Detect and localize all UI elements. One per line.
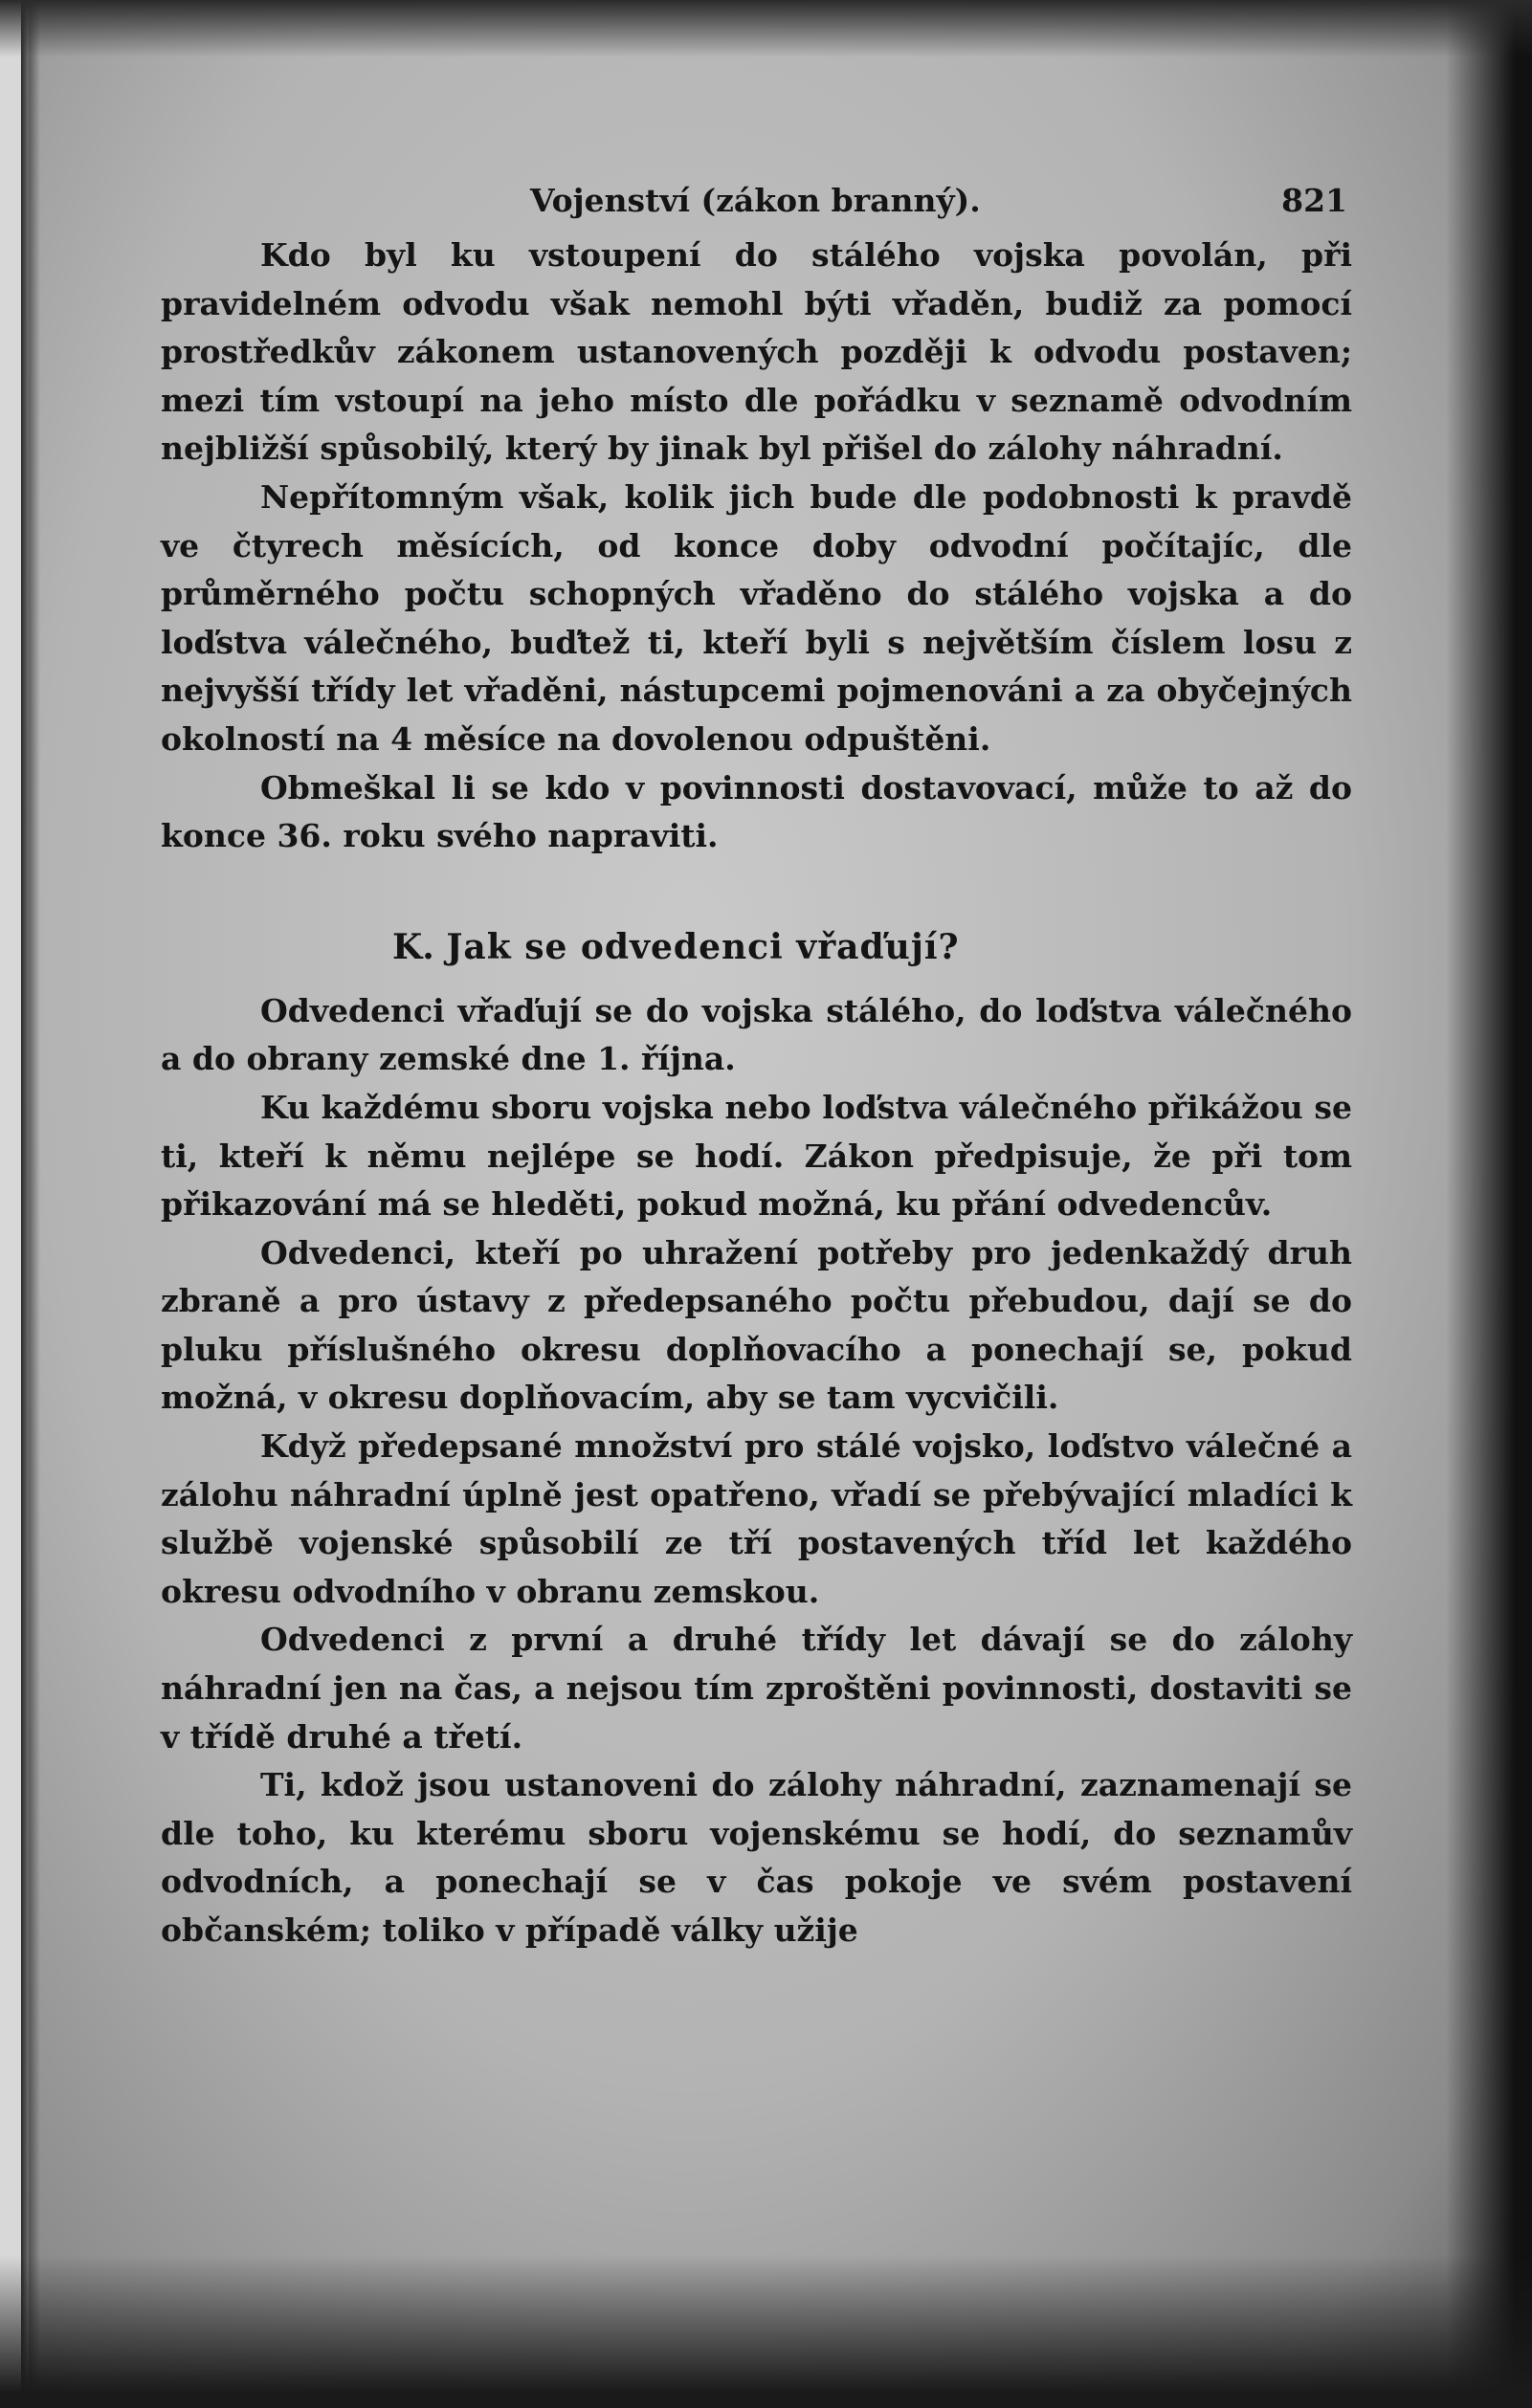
section-label: K. <box>392 926 434 967</box>
paragraph: Nepřítomným však, kolik jich bude dle podobnosti k pravdě ve čtyrech měsících, od konce doby odvodní počítajíc, dle průměrného počtu schopných vřaděno do stálého vojska a do loďstva válečného, buďtež ti, kteří byli s největším číslem losu z nejvyšší třídy let vřaděni, nástupcemi pojmenováni a za obyčejných okolností na 4 měsíce na dovolenou odpuštěni. <box>161 477 1352 758</box>
page-content <box>161 172 1352 1955</box>
paragraph: Když předepsané množství pro stálé vojsko, loďstvo válečné a zálohu náhradní úplně jest opatřeno, vřadí se přebývající mladíci k službě vojenské spůsobilí ze tří postavených tříd let každého okresu odvodního v obranu zemskou. <box>161 1427 1352 1610</box>
header-title: Vojenství (zákon branný). <box>530 182 981 219</box>
left-gutter-shadow <box>21 0 40 2408</box>
right-scan-shadow <box>1446 0 1532 2408</box>
running-header <box>161 172 1352 230</box>
paragraph: Obmeškal li se kdo v povinnosti dostavovací, může to až do konce 36. roku svého napraviti. <box>161 768 1352 855</box>
section-heading <box>161 922 1352 972</box>
paragraph: Odvedenci z první a druhé třídy let dávají se do zálohy náhradní jen na čas, a nejsou tím zproštěni povinnosti, dostaviti se v třídě druhé a třetí. <box>161 1621 1352 1756</box>
top-scan-shadow <box>0 0 1532 57</box>
section-title: Jak se odvedenci vřaďují? <box>446 926 960 967</box>
paragraph: Odvedenci vřaďují se do vojska stálého, do loďstva válečného a do obrany zemské dne 1. října. <box>161 991 1352 1078</box>
paragraph: Ti, kdož jsou ustanoveni do zálohy náhradní, zaznamenají se dle toho, ku kterému sboru vojenskému se hodí, do seznamův odvodních, a ponechají se v čas pokoje ve svém postavení občanském; toliko v případě války užije <box>161 1766 1352 1949</box>
page-number: 821 <box>1281 182 1347 219</box>
paragraph: Ku každému sboru vojska nebo loďstva válečného přikážou se ti, kteří k němu nejlépe se hodí. Zákon předpisuje, že při tom přikazování má se hleděti, pokud možná, ku přání odvedencův. <box>161 1088 1352 1224</box>
paragraph: Kdo byl ku vstoupení do stálého vojska povolán, při pravidelném odvodu však nemohl býti vřaděn, budiž za pomocí prostředkův zákonem ustanovených později k odvodu postaven; mezi tím vstoupí na jeho místo dle pořádku v seznamě odvodním nejbližší spůsobilý, který by jinak byl přišel do zálohy náhradní. <box>161 236 1352 468</box>
paragraph: Odvedenci, kteří po uhražení potřeby pro jedenkaždý druh zbraně a pro ústavy z předepsaného počtu přebudou, dají se do pluku příslušného okresu doplňovacího a ponechají se, pokud možná, v okresu doplňovacím, aby se tam vycvičili. <box>161 1233 1352 1417</box>
bottom-scan-shadow <box>0 2255 1532 2408</box>
